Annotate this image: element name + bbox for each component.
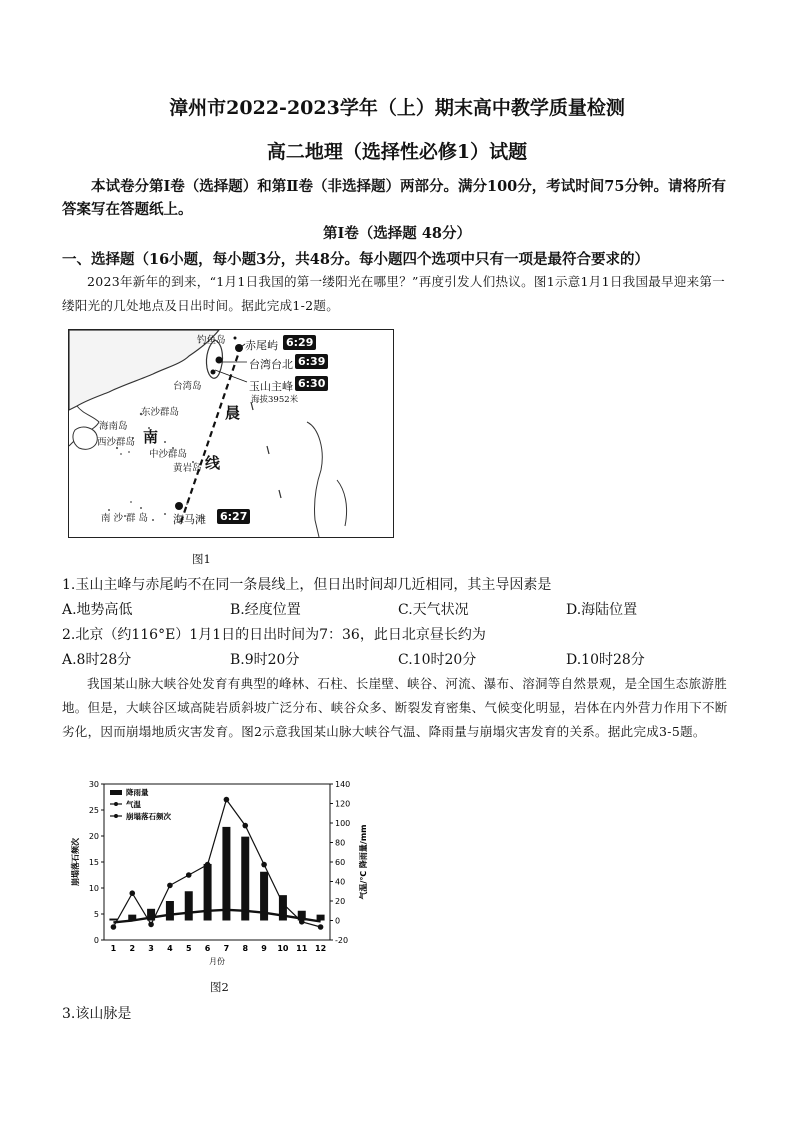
section-heading: 一、选择题（16小题，每小题3分，共48分。每小题四个选项中只有一项是最符合要求的）: [62, 251, 649, 268]
collapse-frequency-point: [129, 890, 135, 896]
x-axis-label: 月份: [209, 957, 225, 966]
part-heading: 第Ⅰ卷（选择题 48分）: [322, 225, 471, 242]
x-tick-label: 2: [129, 944, 136, 953]
collapse-frequency-point: [224, 797, 230, 803]
collapse-frequency-point: [299, 919, 305, 925]
right-tick-label: 100: [335, 819, 351, 828]
x-tick-label: 7: [223, 944, 230, 953]
temperature-line: [113, 910, 320, 923]
time-yushan: 6:30: [295, 376, 328, 391]
left-tick-label: 0: [93, 936, 99, 945]
x-tick-label: 10: [277, 944, 289, 953]
question-1-option-c: C.天气状况: [398, 602, 469, 618]
label-xisha: 西沙群岛: [97, 437, 136, 448]
right-tick-label: 0: [335, 916, 341, 926]
exam-title: 漳州市2022-2023学年（上）期末高中教学质量检测: [169, 97, 625, 119]
x-tick-label: 8: [242, 944, 249, 953]
passage-1: 2023年新年的到来，“1月1日我国的第一缕阳光在哪里？”再度引发人们热议。图1示意1月1日我国最早迎来第一缕阳光的几处地点及日出时间。据此完成1-2题。: [62, 274, 726, 313]
label-yushan: 玉山主峰: [249, 380, 293, 393]
label-huangyan: 黄岩岛: [173, 463, 202, 474]
right-axis-label: 气温/℃ 降雨量/mm: [359, 824, 368, 900]
question-2-stem: 2.北京（约116°E）1月1日的日出时间为7：36，此日北京昼长约为: [62, 627, 486, 643]
collapse-frequency-point: [167, 883, 173, 889]
time-taipei: 6:39: [295, 354, 328, 369]
rainfall-bar: [109, 919, 117, 921]
label-xian: 线: [205, 454, 221, 472]
rainfall-bar: [185, 891, 193, 920]
x-tick-label: 3: [148, 944, 154, 953]
right-tick-label: 120: [335, 799, 351, 809]
legend-temperature-marker: [114, 802, 118, 806]
label-chen: 晨: [225, 404, 241, 422]
question-1-option-a: A.地势高低: [62, 602, 133, 618]
legend-frequency-label: 崩塌落石频次: [126, 812, 171, 821]
label-nan: 南: [143, 428, 159, 446]
question-2-option-b: B.9时20分: [230, 652, 300, 668]
label-taipei: 台湾台北: [249, 358, 293, 371]
question-2-option-a: A.8时28分: [62, 652, 132, 668]
right-tick-label: -20: [335, 936, 349, 945]
label-zhongsha: 中沙群岛: [149, 449, 188, 460]
label-haimatan: 海马滩: [173, 513, 206, 526]
question-1-option-b: B.经度位置: [230, 602, 301, 618]
question-1-stem: 1.玉山主峰与赤尾屿不在同一条晨线上，但日出时间却几近相同，其主导因素是: [62, 577, 552, 593]
question-3-stem: 3.该山脉是: [62, 1006, 132, 1022]
time-chiweiyu: 6:29: [283, 335, 316, 350]
legend-rainfall-swatch: [110, 790, 122, 795]
passage-2: 我国某山脉大峡谷处发育有典型的峰林、石柱、长崖壁、峡谷、河流、瀑布、溶洞等自然景观，是全国生态旅游胜地。但是，大峡谷区域高陡岩质斜坡广泛分布、峡谷众多、断裂发育密集、气候变化明显，岩体在内外营力作用下不断劣化，因而崩塌地质灾害发育。图2示意我国某山脉大峡谷气温、降雨量与崩塌灾害发育的关系。据此完成3-5题。: [62, 676, 728, 739]
label-taiwan: 台湾岛: [173, 381, 202, 392]
collapse-frequency-point: [148, 922, 154, 928]
x-tick-label: 5: [185, 944, 192, 953]
right-tick-label: 80: [335, 838, 346, 848]
right-tick-label: 40: [335, 877, 346, 887]
collapse-frequency-point: [242, 823, 248, 829]
x-tick-label: 11: [296, 944, 308, 953]
label-chiweiyu: 赤尾屿: [245, 339, 278, 352]
question-1-option-d: D.海陆位置: [566, 602, 638, 618]
right-tick-label: 20: [335, 897, 346, 906]
x-tick-label: 6: [204, 944, 211, 953]
left-axis-label: 崩塌落石频次: [71, 838, 80, 886]
rainfall-bar: [241, 837, 249, 921]
label-nansha: 南 沙 群 岛: [101, 513, 149, 524]
figure-2-chart: [60, 772, 380, 972]
collapse-frequency-point: [280, 901, 286, 907]
point-chiweiyu: [235, 344, 243, 352]
right-tick-label: 140: [335, 780, 351, 789]
point-haimatan: [175, 502, 183, 510]
point-yushan: [211, 370, 216, 375]
exam-subtitle: 高二地理（选择性必修1）试题: [266, 141, 528, 163]
left-tick-label: 30: [88, 780, 99, 789]
left-tick-label: 25: [88, 806, 99, 815]
x-tick-label: 1: [110, 944, 117, 953]
collapse-frequency-point: [186, 872, 192, 878]
rainfall-bar: [317, 915, 325, 921]
x-tick-label: 4: [167, 944, 173, 953]
left-tick-label: 15: [88, 858, 99, 867]
exam-instructions: 本试卷分第Ⅰ卷（选择题）和第Ⅱ卷（非选择题）两部分。满分100分，考试时间75分钟。请将所有答案写在答题纸上。: [62, 178, 726, 218]
legend-temperature-label: 气温: [126, 800, 141, 809]
x-tick-label: 9: [261, 944, 267, 953]
left-tick-label: 10: [88, 884, 99, 893]
figure-1-map: [68, 329, 394, 538]
rainfall-bar: [222, 827, 230, 921]
collapse-frequency-point: [111, 924, 117, 930]
collapse-frequency-point: [205, 862, 211, 868]
x-tick-label: 12: [315, 944, 327, 953]
collapse-frequency-point: [261, 862, 267, 868]
left-tick-label: 20: [88, 832, 99, 841]
right-tick-label: 60: [335, 858, 346, 867]
rainfall-bar: [166, 901, 174, 921]
point-diaoyu: [234, 337, 237, 340]
time-haimatan: 6:27: [217, 509, 250, 524]
label-yushan-altitude: 海拔3952米: [251, 395, 299, 405]
figure-2-caption: 图2: [210, 980, 229, 994]
question-2-option-c: C.10时20分: [398, 652, 477, 668]
legend-rainfall-label: 降雨量: [126, 788, 149, 797]
philippines-coast: [307, 422, 322, 537]
legend-frequency-marker: [114, 814, 118, 818]
label-hainan: 海南岛: [99, 421, 128, 432]
label-dongsha: 东沙群岛: [141, 407, 180, 418]
question-2-option-d: D.10时28分: [566, 652, 645, 668]
hainan-island-shape: [73, 427, 97, 449]
figure-1-caption: 图1: [192, 552, 211, 566]
label-diaoyu: 钓鱼岛: [197, 335, 226, 346]
collapse-frequency-point: [318, 924, 324, 930]
point-taipei: [216, 357, 223, 364]
left-tick-label: 5: [93, 910, 99, 919]
